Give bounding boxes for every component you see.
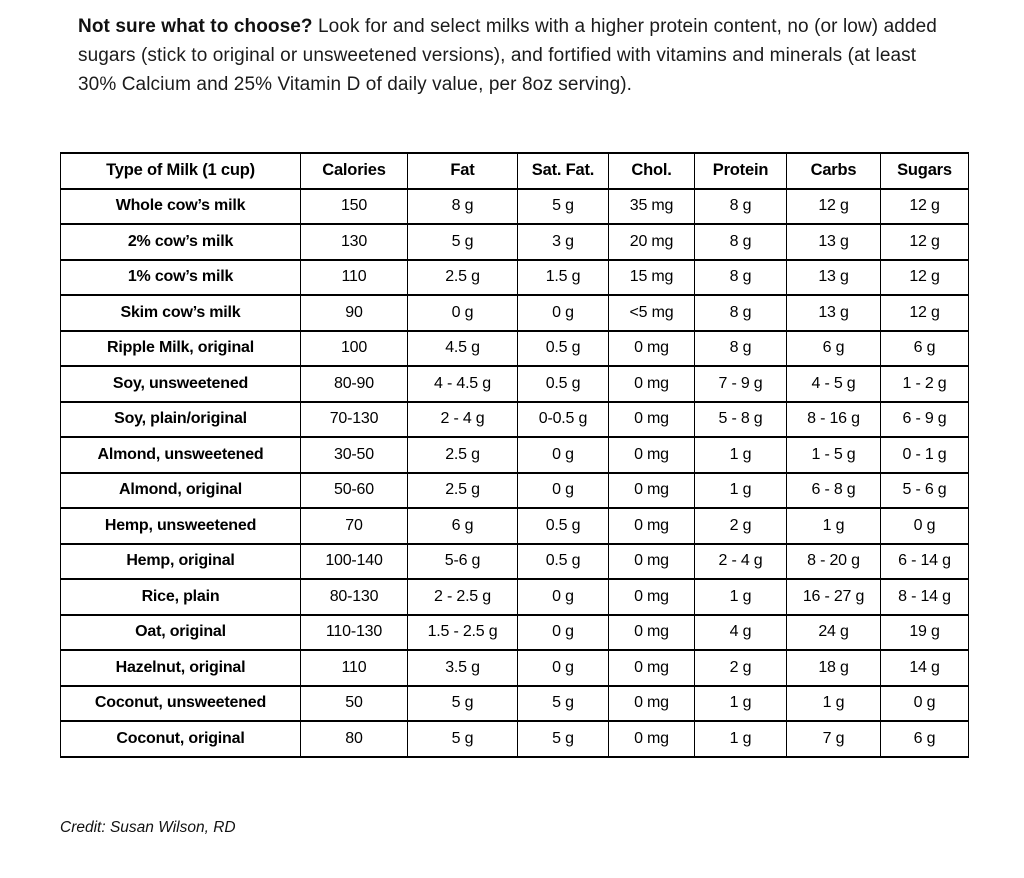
table-cell: 0 mg — [609, 331, 695, 367]
table-cell: <5 mg — [609, 295, 695, 331]
table-cell: 130 — [301, 224, 408, 260]
table-cell: 6 g — [787, 331, 881, 367]
table-cell: 0 g — [518, 295, 609, 331]
table-cell: 0.5 g — [518, 544, 609, 580]
table-cell: 50 — [301, 686, 408, 722]
table-cell: 2 g — [695, 508, 787, 544]
table-cell: 2 - 2.5 g — [408, 579, 518, 615]
table-cell: 35 mg — [609, 189, 695, 225]
credit-line: Credit: Susan Wilson, RD — [60, 819, 236, 836]
column-header: Fat — [408, 153, 518, 189]
table-row — [61, 189, 969, 225]
table-cell: 2.5 g — [408, 260, 518, 296]
table-cell: 0 mg — [609, 437, 695, 473]
table-row — [61, 686, 969, 722]
table-row — [61, 544, 969, 580]
table-cell: 5 g — [518, 189, 609, 225]
table-cell: 15 mg — [609, 260, 695, 296]
table-cell: 0 - 1 g — [881, 437, 969, 473]
table-cell: 0 mg — [609, 579, 695, 615]
table-row — [61, 224, 969, 260]
table-cell: 8 - 20 g — [787, 544, 881, 580]
row-label: Hemp, unsweetened — [61, 508, 301, 544]
table-cell: 8 g — [695, 189, 787, 225]
table-cell: 0.5 g — [518, 331, 609, 367]
table-cell: 90 — [301, 295, 408, 331]
table-cell: 80-90 — [301, 366, 408, 402]
table-cell: 19 g — [881, 615, 969, 651]
table-cell: 6 g — [881, 331, 969, 367]
table-cell: 1 - 5 g — [787, 437, 881, 473]
row-label: Almond, unsweetened — [61, 437, 301, 473]
table-cell: 30-50 — [301, 437, 408, 473]
table-cell: 4 - 5 g — [787, 366, 881, 402]
table-cell: 7 g — [787, 721, 881, 757]
table-cell: 5 g — [408, 686, 518, 722]
table-cell: 8 - 16 g — [787, 402, 881, 438]
table-cell: 1.5 - 2.5 g — [408, 615, 518, 651]
row-label: Whole cow’s milk — [61, 189, 301, 225]
table-cell: 0 mg — [609, 508, 695, 544]
table-cell: 12 g — [881, 224, 969, 260]
table-cell: 100 — [301, 331, 408, 367]
intro-paragraph — [78, 12, 952, 99]
table-cell: 7 - 9 g — [695, 366, 787, 402]
table-row — [61, 579, 969, 615]
table-cell: 0 mg — [609, 721, 695, 757]
column-header: Sat. Fat. — [518, 153, 609, 189]
column-header: Carbs — [787, 153, 881, 189]
table-cell: 1 g — [695, 437, 787, 473]
table-cell: 6 - 14 g — [881, 544, 969, 580]
row-label: Hemp, original — [61, 544, 301, 580]
table-cell: 110-130 — [301, 615, 408, 651]
table-cell: 0 mg — [609, 473, 695, 509]
table-row — [61, 650, 969, 686]
row-label: Ripple Milk, original — [61, 331, 301, 367]
table-row — [61, 473, 969, 509]
table-row — [61, 402, 969, 438]
column-header: Calories — [301, 153, 408, 189]
table-cell: 5 g — [518, 686, 609, 722]
table-cell: 0 mg — [609, 544, 695, 580]
column-header: Chol. — [609, 153, 695, 189]
table-row — [61, 437, 969, 473]
table-cell: 8 - 14 g — [881, 579, 969, 615]
table-cell: 0 mg — [609, 402, 695, 438]
table-cell: 12 g — [881, 295, 969, 331]
table-row — [61, 366, 969, 402]
row-label: Soy, plain/original — [61, 402, 301, 438]
table-row — [61, 721, 969, 757]
table-cell: 6 - 8 g — [787, 473, 881, 509]
table-cell: 5-6 g — [408, 544, 518, 580]
column-header: Type of Milk (1 cup) — [61, 153, 301, 189]
table-cell: 4 g — [695, 615, 787, 651]
table-row — [61, 615, 969, 651]
table-cell: 1 g — [695, 579, 787, 615]
table-cell: 1 g — [787, 508, 881, 544]
table-cell: 3 g — [518, 224, 609, 260]
table-cell: 0 g — [408, 295, 518, 331]
table-cell: 100-140 — [301, 544, 408, 580]
table-cell: 24 g — [787, 615, 881, 651]
table-cell: 13 g — [787, 224, 881, 260]
intro-lead-text: Not sure what to choose? — [78, 16, 313, 37]
table-cell: 4.5 g — [408, 331, 518, 367]
table-cell: 2.5 g — [408, 437, 518, 473]
table-cell: 5 - 8 g — [695, 402, 787, 438]
table-cell: 110 — [301, 260, 408, 296]
table-cell: 0 mg — [609, 615, 695, 651]
table-cell: 2.5 g — [408, 473, 518, 509]
row-label: Almond, original — [61, 473, 301, 509]
table-cell: 6 - 9 g — [881, 402, 969, 438]
table-cell: 0.5 g — [518, 366, 609, 402]
table-cell: 1.5 g — [518, 260, 609, 296]
table-cell: 13 g — [787, 295, 881, 331]
table-cell: 4 - 4.5 g — [408, 366, 518, 402]
table-cell: 0 g — [518, 473, 609, 509]
table-cell: 14 g — [881, 650, 969, 686]
table-cell: 150 — [301, 189, 408, 225]
row-label: Soy, unsweetened — [61, 366, 301, 402]
table-cell: 12 g — [881, 260, 969, 296]
row-label: Coconut, original — [61, 721, 301, 757]
table-cell: 8 g — [695, 224, 787, 260]
table-body — [61, 189, 969, 757]
table-cell: 1 g — [787, 686, 881, 722]
intro-body-text: Look for and select milks with a higher protein content, no (or low) added sugars (stick to original or unsweetened versions), and fortified with vitamins and minerals (at least 30% Calcium and 25% Vitamin D of daily value, per 8oz serving). — [78, 16, 937, 95]
table-cell: 0 mg — [609, 686, 695, 722]
table-cell: 0 g — [518, 650, 609, 686]
table-cell: 6 g — [881, 721, 969, 757]
row-label: Oat, original — [61, 615, 301, 651]
row-label: 2% cow’s milk — [61, 224, 301, 260]
table-cell: 0 mg — [609, 366, 695, 402]
table-cell: 1 g — [695, 686, 787, 722]
table-cell: 5 g — [518, 721, 609, 757]
table-cell: 12 g — [881, 189, 969, 225]
table-cell: 8 g — [695, 331, 787, 367]
table-cell: 2 g — [695, 650, 787, 686]
row-label: 1% cow’s milk — [61, 260, 301, 296]
table-row — [61, 260, 969, 296]
table-cell: 0 mg — [609, 650, 695, 686]
row-label: Hazelnut, original — [61, 650, 301, 686]
table-cell: 16 - 27 g — [787, 579, 881, 615]
table-cell: 5 g — [408, 721, 518, 757]
table-cell: 0-0.5 g — [518, 402, 609, 438]
table-cell: 80-130 — [301, 579, 408, 615]
table-cell: 5 - 6 g — [881, 473, 969, 509]
table-cell: 1 g — [695, 721, 787, 757]
table-cell: 12 g — [787, 189, 881, 225]
table-cell: 20 mg — [609, 224, 695, 260]
table-cell: 0 g — [518, 615, 609, 651]
table-cell: 70-130 — [301, 402, 408, 438]
table-cell: 2 - 4 g — [408, 402, 518, 438]
table-cell: 0 g — [518, 437, 609, 473]
table-cell: 50-60 — [301, 473, 408, 509]
table-cell: 3.5 g — [408, 650, 518, 686]
row-label: Rice, plain — [61, 579, 301, 615]
table-cell: 18 g — [787, 650, 881, 686]
table-cell: 80 — [301, 721, 408, 757]
table-cell: 2 - 4 g — [695, 544, 787, 580]
table-cell: 1 g — [695, 473, 787, 509]
table-cell: 110 — [301, 650, 408, 686]
table-cell: 8 g — [695, 295, 787, 331]
table-cell: 13 g — [787, 260, 881, 296]
table-row — [61, 331, 969, 367]
table-cell: 5 g — [408, 224, 518, 260]
table-cell: 8 g — [695, 260, 787, 296]
table-cell: 1 - 2 g — [881, 366, 969, 402]
milk-nutrition-table — [60, 152, 969, 758]
column-header: Sugars — [881, 153, 969, 189]
table-cell: 0.5 g — [518, 508, 609, 544]
table-header-row — [61, 153, 969, 189]
table-cell: 8 g — [408, 189, 518, 225]
table-cell: 0 g — [881, 686, 969, 722]
table-cell: 0 g — [881, 508, 969, 544]
table-cell: 6 g — [408, 508, 518, 544]
table-row — [61, 508, 969, 544]
row-label: Coconut, unsweetened — [61, 686, 301, 722]
row-label: Skim cow’s milk — [61, 295, 301, 331]
table-cell: 70 — [301, 508, 408, 544]
table-cell: 0 g — [518, 579, 609, 615]
table-row — [61, 295, 969, 331]
column-header: Protein — [695, 153, 787, 189]
